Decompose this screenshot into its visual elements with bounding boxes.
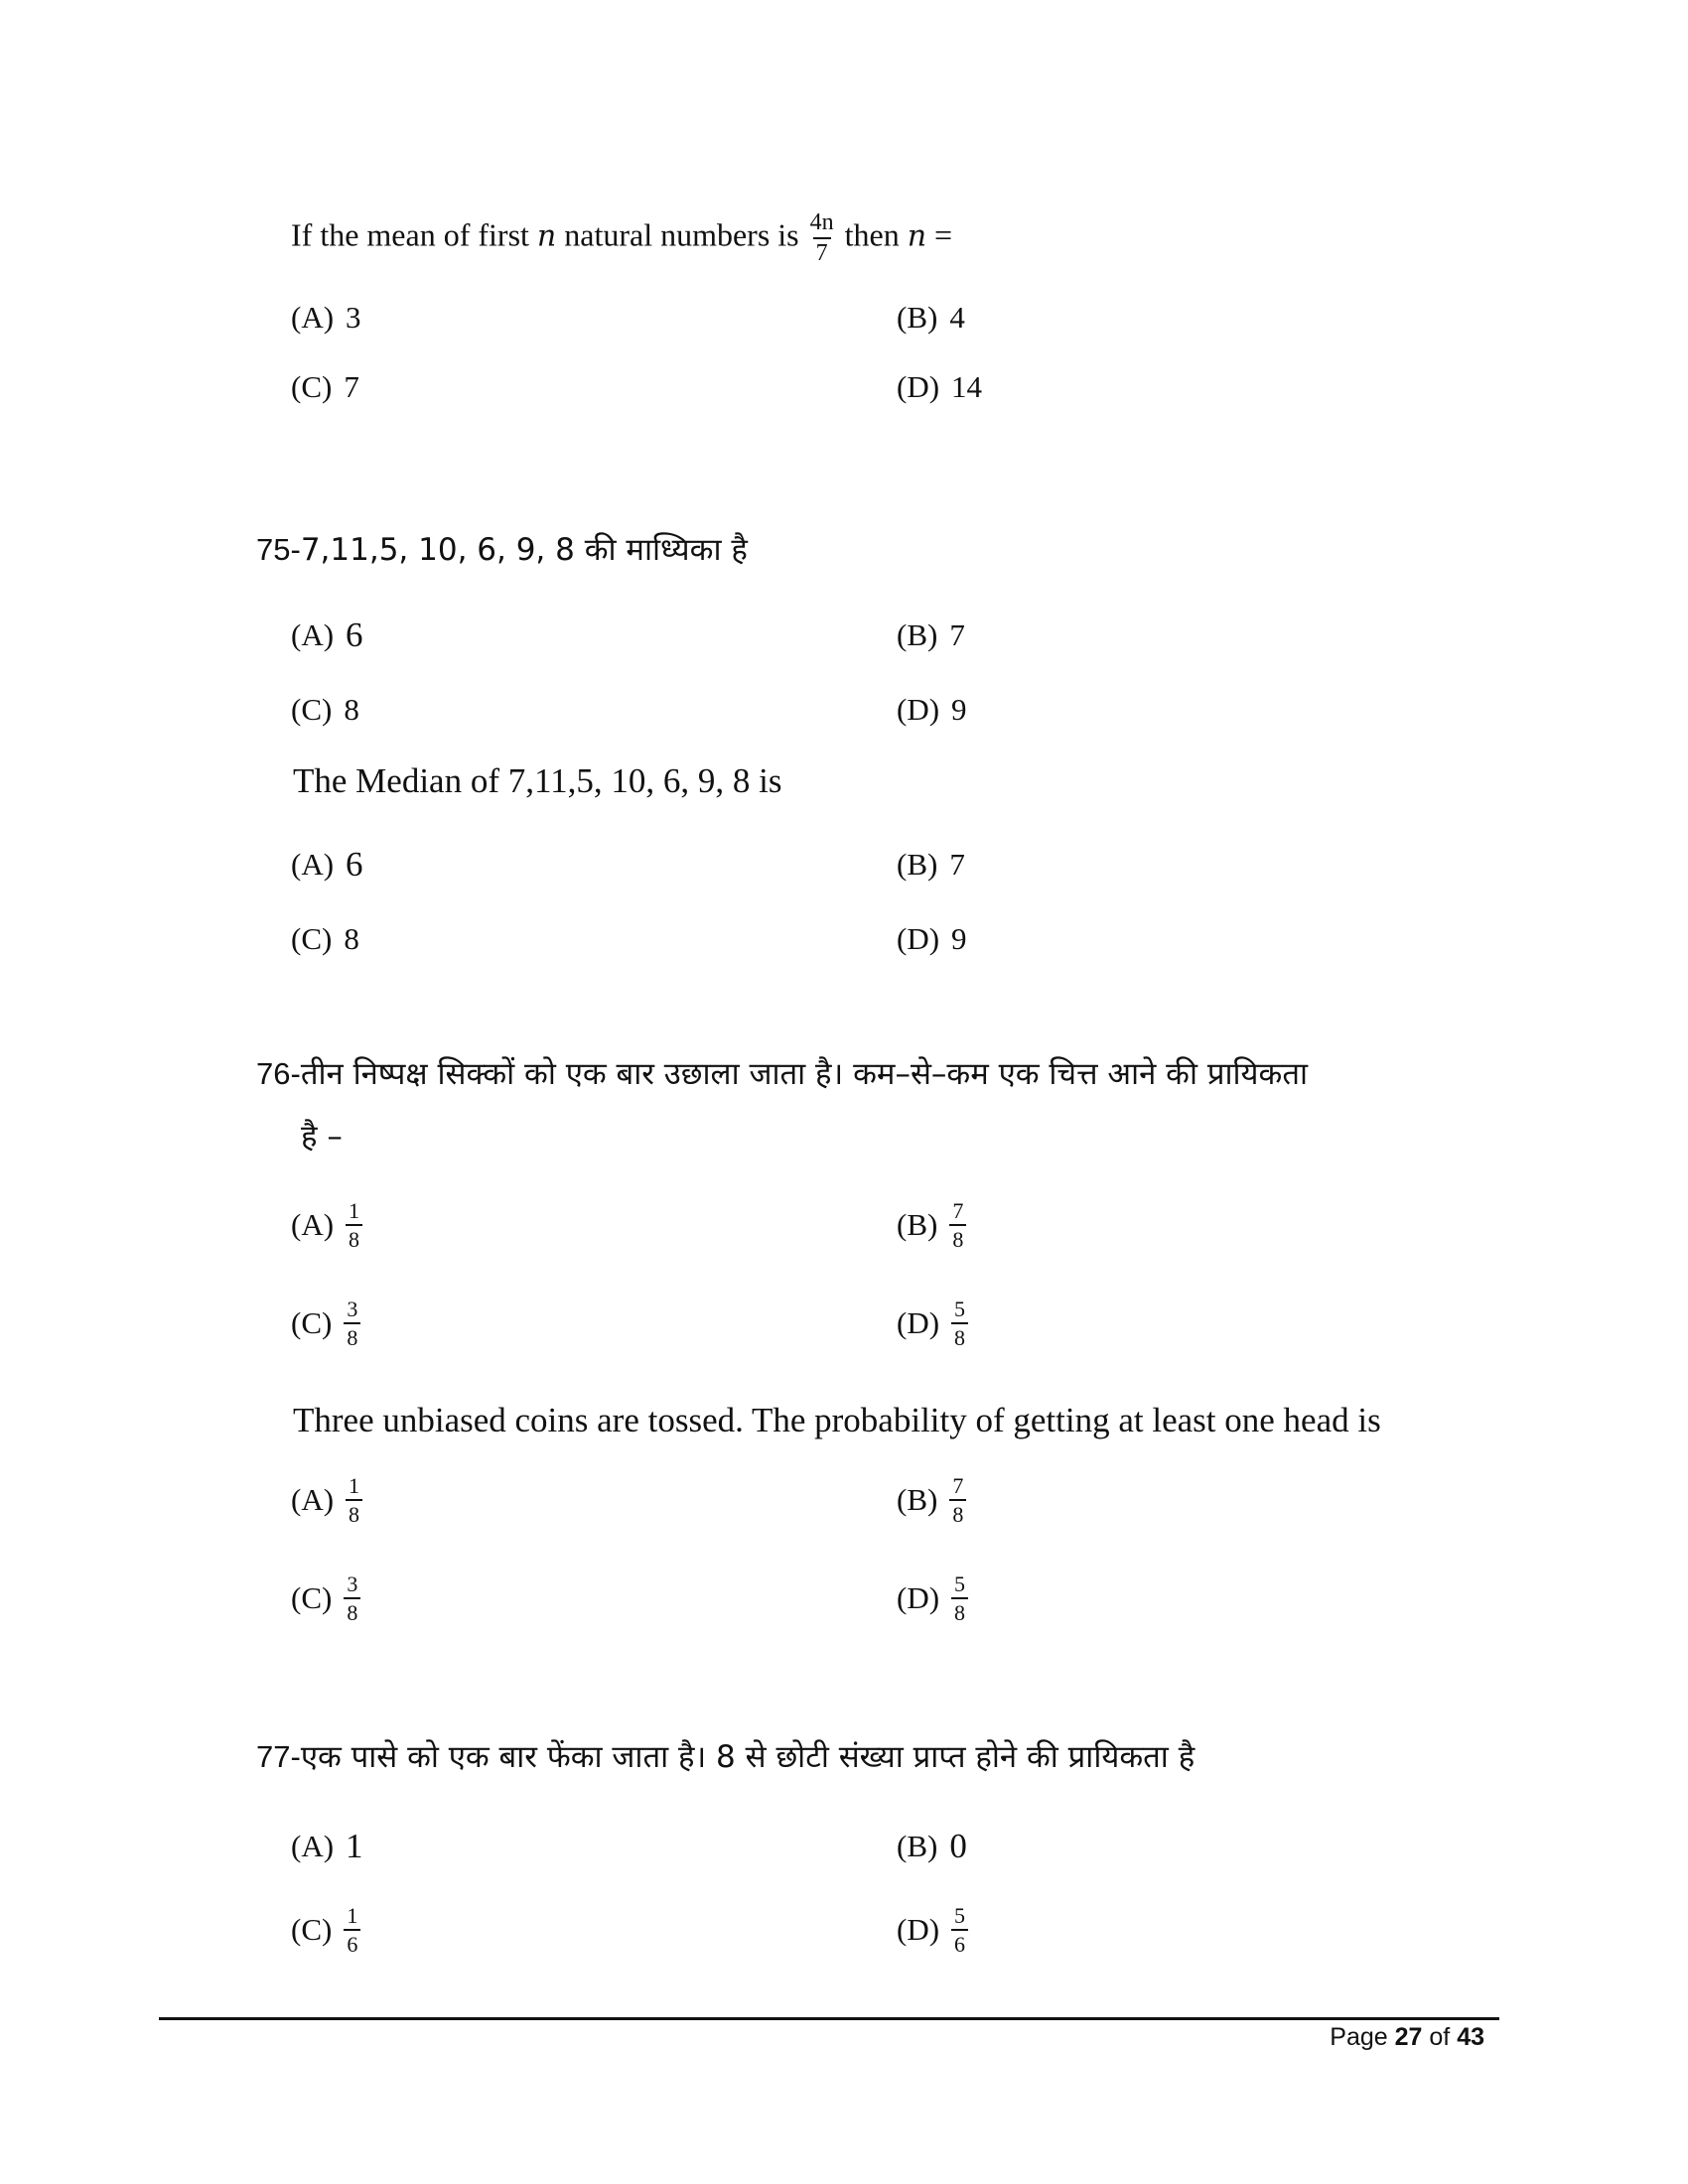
q74-stem <box>291 210 952 266</box>
q76-number: 76- <box>256 1056 301 1091</box>
frac-den: 8 <box>949 1499 966 1526</box>
q76-hi-option-d[interactable] <box>897 1297 968 1349</box>
option-label: (B) <box>897 1829 938 1863</box>
q77-option-c[interactable] <box>291 1904 360 1956</box>
q75-hi-option-d[interactable] <box>897 692 967 728</box>
frac-num: 7 <box>952 1198 964 1223</box>
q75-hi-option-b[interactable] <box>897 617 965 653</box>
q77-number: 77- <box>256 1739 301 1774</box>
option-fraction <box>951 1572 968 1624</box>
option-fraction <box>344 1572 360 1624</box>
q74-text-mid: natural numbers is <box>556 216 807 253</box>
frac-num: 5 <box>954 1297 966 1321</box>
frac-den: 8 <box>344 1322 360 1349</box>
q76-english-stem: Three unbiased coins are tossed. The probability of getting at least one head is <box>293 1401 1381 1439</box>
frac-num: 3 <box>347 1571 358 1596</box>
option-label: (D) <box>897 1912 940 1948</box>
q76-hindi-stem <box>256 1055 1308 1093</box>
option-value: 9 <box>951 692 967 727</box>
q75-number: 75- <box>256 532 301 567</box>
q74-option-a[interactable] <box>291 300 361 336</box>
frac-num: 1 <box>349 1473 360 1498</box>
option-label: (C) <box>291 1305 333 1341</box>
option-label: (C) <box>291 1912 333 1948</box>
option-fraction <box>949 1474 966 1526</box>
option-label: (A) <box>291 1482 335 1518</box>
frac-num: 3 <box>347 1297 358 1321</box>
option-label: (C) <box>291 1580 333 1616</box>
frac-num: 7 <box>952 1473 964 1498</box>
q74-fraction <box>807 210 837 266</box>
option-value: 7 <box>949 617 965 652</box>
q75-hi-option-a[interactable] <box>291 615 363 655</box>
q76-en-option-c[interactable] <box>291 1572 360 1624</box>
option-value: 14 <box>951 369 983 404</box>
q77-option-a[interactable] <box>291 1827 363 1866</box>
option-label: (C) <box>291 921 333 956</box>
frac-den: 8 <box>346 1499 362 1526</box>
page-word: Page <box>1330 2023 1395 2051</box>
option-fraction <box>951 1297 968 1349</box>
q75-en-option-b[interactable] <box>897 847 965 883</box>
option-value: 8 <box>344 921 359 956</box>
option-label: (D) <box>897 369 940 404</box>
option-label: (A) <box>291 1207 335 1243</box>
q74-option-d[interactable] <box>897 369 982 405</box>
option-label: (D) <box>897 921 940 956</box>
option-label: (B) <box>897 300 938 335</box>
q76-hindi-stem-line2: है – <box>301 1119 343 1155</box>
frac-num: 1 <box>347 1903 358 1928</box>
frac-den: 6 <box>344 1929 360 1956</box>
option-label: (A) <box>291 1829 335 1863</box>
of-word: of <box>1422 2023 1458 2051</box>
frac-den: 8 <box>344 1597 360 1624</box>
option-label: (B) <box>897 847 938 882</box>
q77-hindi-text: एक पासे को एक बार फेंका जाता है। 8 से छोटी संख्या प्राप्त होने की प्रायिकता है <box>300 1739 1196 1775</box>
option-fraction <box>951 1904 968 1956</box>
option-value: 7 <box>949 847 965 882</box>
option-label: (A) <box>291 847 335 882</box>
q75-english-stem: The Median of 7,11,5, 10, 6, 9, 8 is <box>293 761 782 800</box>
q74-frac-num: 4n <box>809 209 834 235</box>
option-fraction <box>344 1904 360 1956</box>
frac-den: 8 <box>951 1597 968 1624</box>
frac-den: 8 <box>949 1224 966 1251</box>
q75-en-option-d[interactable] <box>897 921 967 957</box>
frac-num: 1 <box>349 1198 360 1223</box>
option-label: (D) <box>897 692 940 727</box>
q76-en-option-a[interactable] <box>291 1474 362 1526</box>
q76-en-option-d[interactable] <box>897 1572 968 1624</box>
q74-text-before: If the mean of first <box>291 216 537 253</box>
frac-den: 8 <box>346 1224 362 1251</box>
option-value: 8 <box>344 692 359 727</box>
q74-frac-den: 7 <box>813 237 831 266</box>
option-label: (A) <box>291 617 335 652</box>
option-label: (C) <box>291 692 333 727</box>
q76-hi-option-c[interactable] <box>291 1297 360 1349</box>
footer-divider <box>159 2017 1499 2020</box>
q75-en-option-a[interactable] <box>291 845 363 885</box>
page-footer <box>1330 2023 1484 2052</box>
q77-hindi-stem <box>256 1738 1195 1776</box>
option-value: 0 <box>949 1827 967 1865</box>
option-fraction <box>346 1474 362 1526</box>
frac-num: 5 <box>954 1571 966 1596</box>
q75-hindi-text: 7,11,5, 10, 6, 9, 8 की माध्यिका है <box>300 532 748 568</box>
q77-option-b[interactable] <box>897 1827 967 1866</box>
q76-hi-option-b[interactable] <box>897 1199 966 1251</box>
option-label: (B) <box>897 617 938 652</box>
option-value: 3 <box>346 300 361 335</box>
option-fraction <box>344 1297 360 1349</box>
option-value: 7 <box>344 369 359 404</box>
q74-option-b[interactable] <box>897 300 965 336</box>
q75-hi-option-c[interactable] <box>291 692 359 728</box>
option-value: 9 <box>951 921 967 956</box>
option-value: 4 <box>949 300 965 335</box>
option-label: (D) <box>897 1305 940 1341</box>
q76-en-option-b[interactable] <box>897 1474 966 1526</box>
frac-den: 6 <box>951 1929 968 1956</box>
option-label: (B) <box>897 1207 938 1243</box>
frac-num: 5 <box>954 1903 966 1928</box>
option-value: 1 <box>346 1827 363 1865</box>
option-value: 6 <box>346 845 363 884</box>
page-number: 27 <box>1394 2023 1423 2051</box>
q77-option-d[interactable] <box>897 1904 968 1956</box>
frac-den: 8 <box>951 1322 968 1349</box>
option-fraction <box>346 1199 362 1251</box>
q74-text-after: then <box>836 216 908 253</box>
page-total: 43 <box>1457 2023 1484 2051</box>
q74-var-n2: n <box>907 218 927 254</box>
q76-hi-option-a[interactable] <box>291 1199 362 1251</box>
option-label: (B) <box>897 1482 938 1518</box>
q75-hindi-stem <box>256 531 748 569</box>
q76-hindi-line1: तीन निष्पक्ष सिक्कों को एक बार उछाला जाता है। कम–से–कम एक चित्त आने की प्रायिकता <box>300 1056 1309 1092</box>
q75-en-option-c[interactable] <box>291 921 359 957</box>
option-label: (A) <box>291 300 335 335</box>
option-label: (C) <box>291 369 333 404</box>
q74-option-c[interactable] <box>291 369 359 405</box>
option-fraction <box>949 1199 966 1251</box>
q74-var-n: n <box>536 218 557 254</box>
q74-equals: = <box>926 216 953 253</box>
option-value: 6 <box>346 615 363 654</box>
option-label: (D) <box>897 1580 940 1616</box>
